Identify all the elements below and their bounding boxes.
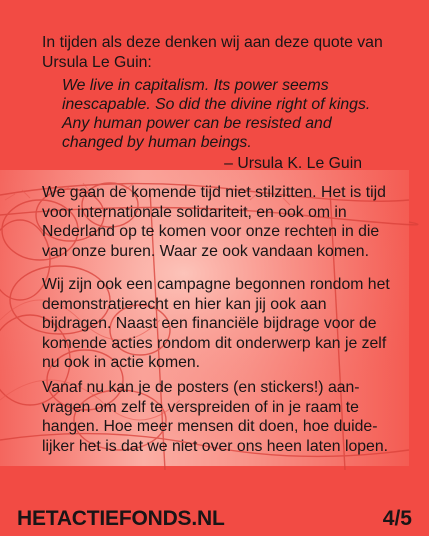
- intro-text: In tijden als deze denken wij aan deze quote van Ursula Le Guin:: [42, 34, 383, 71]
- quote-text: [62, 76, 372, 152]
- quote-segment: can be resisted and changed by human beings.: [62, 115, 332, 151]
- paragraph-posters: Vanaf nu kan je de posters (en stickers!) aan-vragen om zelf te verspreiden of in je raam te hangen. Hoe meer mensen dit doen, hoe duide-lijker het is dat we niet over ons heen laten lopen.: [42, 379, 388, 455]
- website-link[interactable]: HETACTIEFONDS.NL: [17, 507, 225, 530]
- quote-attribution: – Ursula K. Le Guin: [224, 155, 362, 172]
- quote-segment: . Its: [204, 77, 235, 94]
- quote-segment: seems inescapable. So did the divine right of kings. Any human: [62, 77, 371, 132]
- page-indicator: 4/5: [382, 507, 412, 530]
- paragraph-campaign: Wij zijn ook een campagne begonnen rondom het demonstratierecht en hier kan jij ook aan bijdragen. Naast een financiële bijdrage voor de komende acties rondom dit onderwerp kan je zelf nu ook in actie komen.: [42, 276, 390, 372]
- quote-emphasis: capitalism: [134, 77, 205, 94]
- quote-emphasis: power: [234, 77, 278, 94]
- quote-emphasis: power: [146, 115, 190, 132]
- paragraph-solidarity: We gaan de komende tijd niet stilzitten. Het is tijd voor internationale solidariteit, en ook om in Nederland op te komen voor onze rechten in die van onze buren. Waar ze ook vandaan komen.: [42, 184, 386, 260]
- quote-segment: We live in: [62, 77, 135, 94]
